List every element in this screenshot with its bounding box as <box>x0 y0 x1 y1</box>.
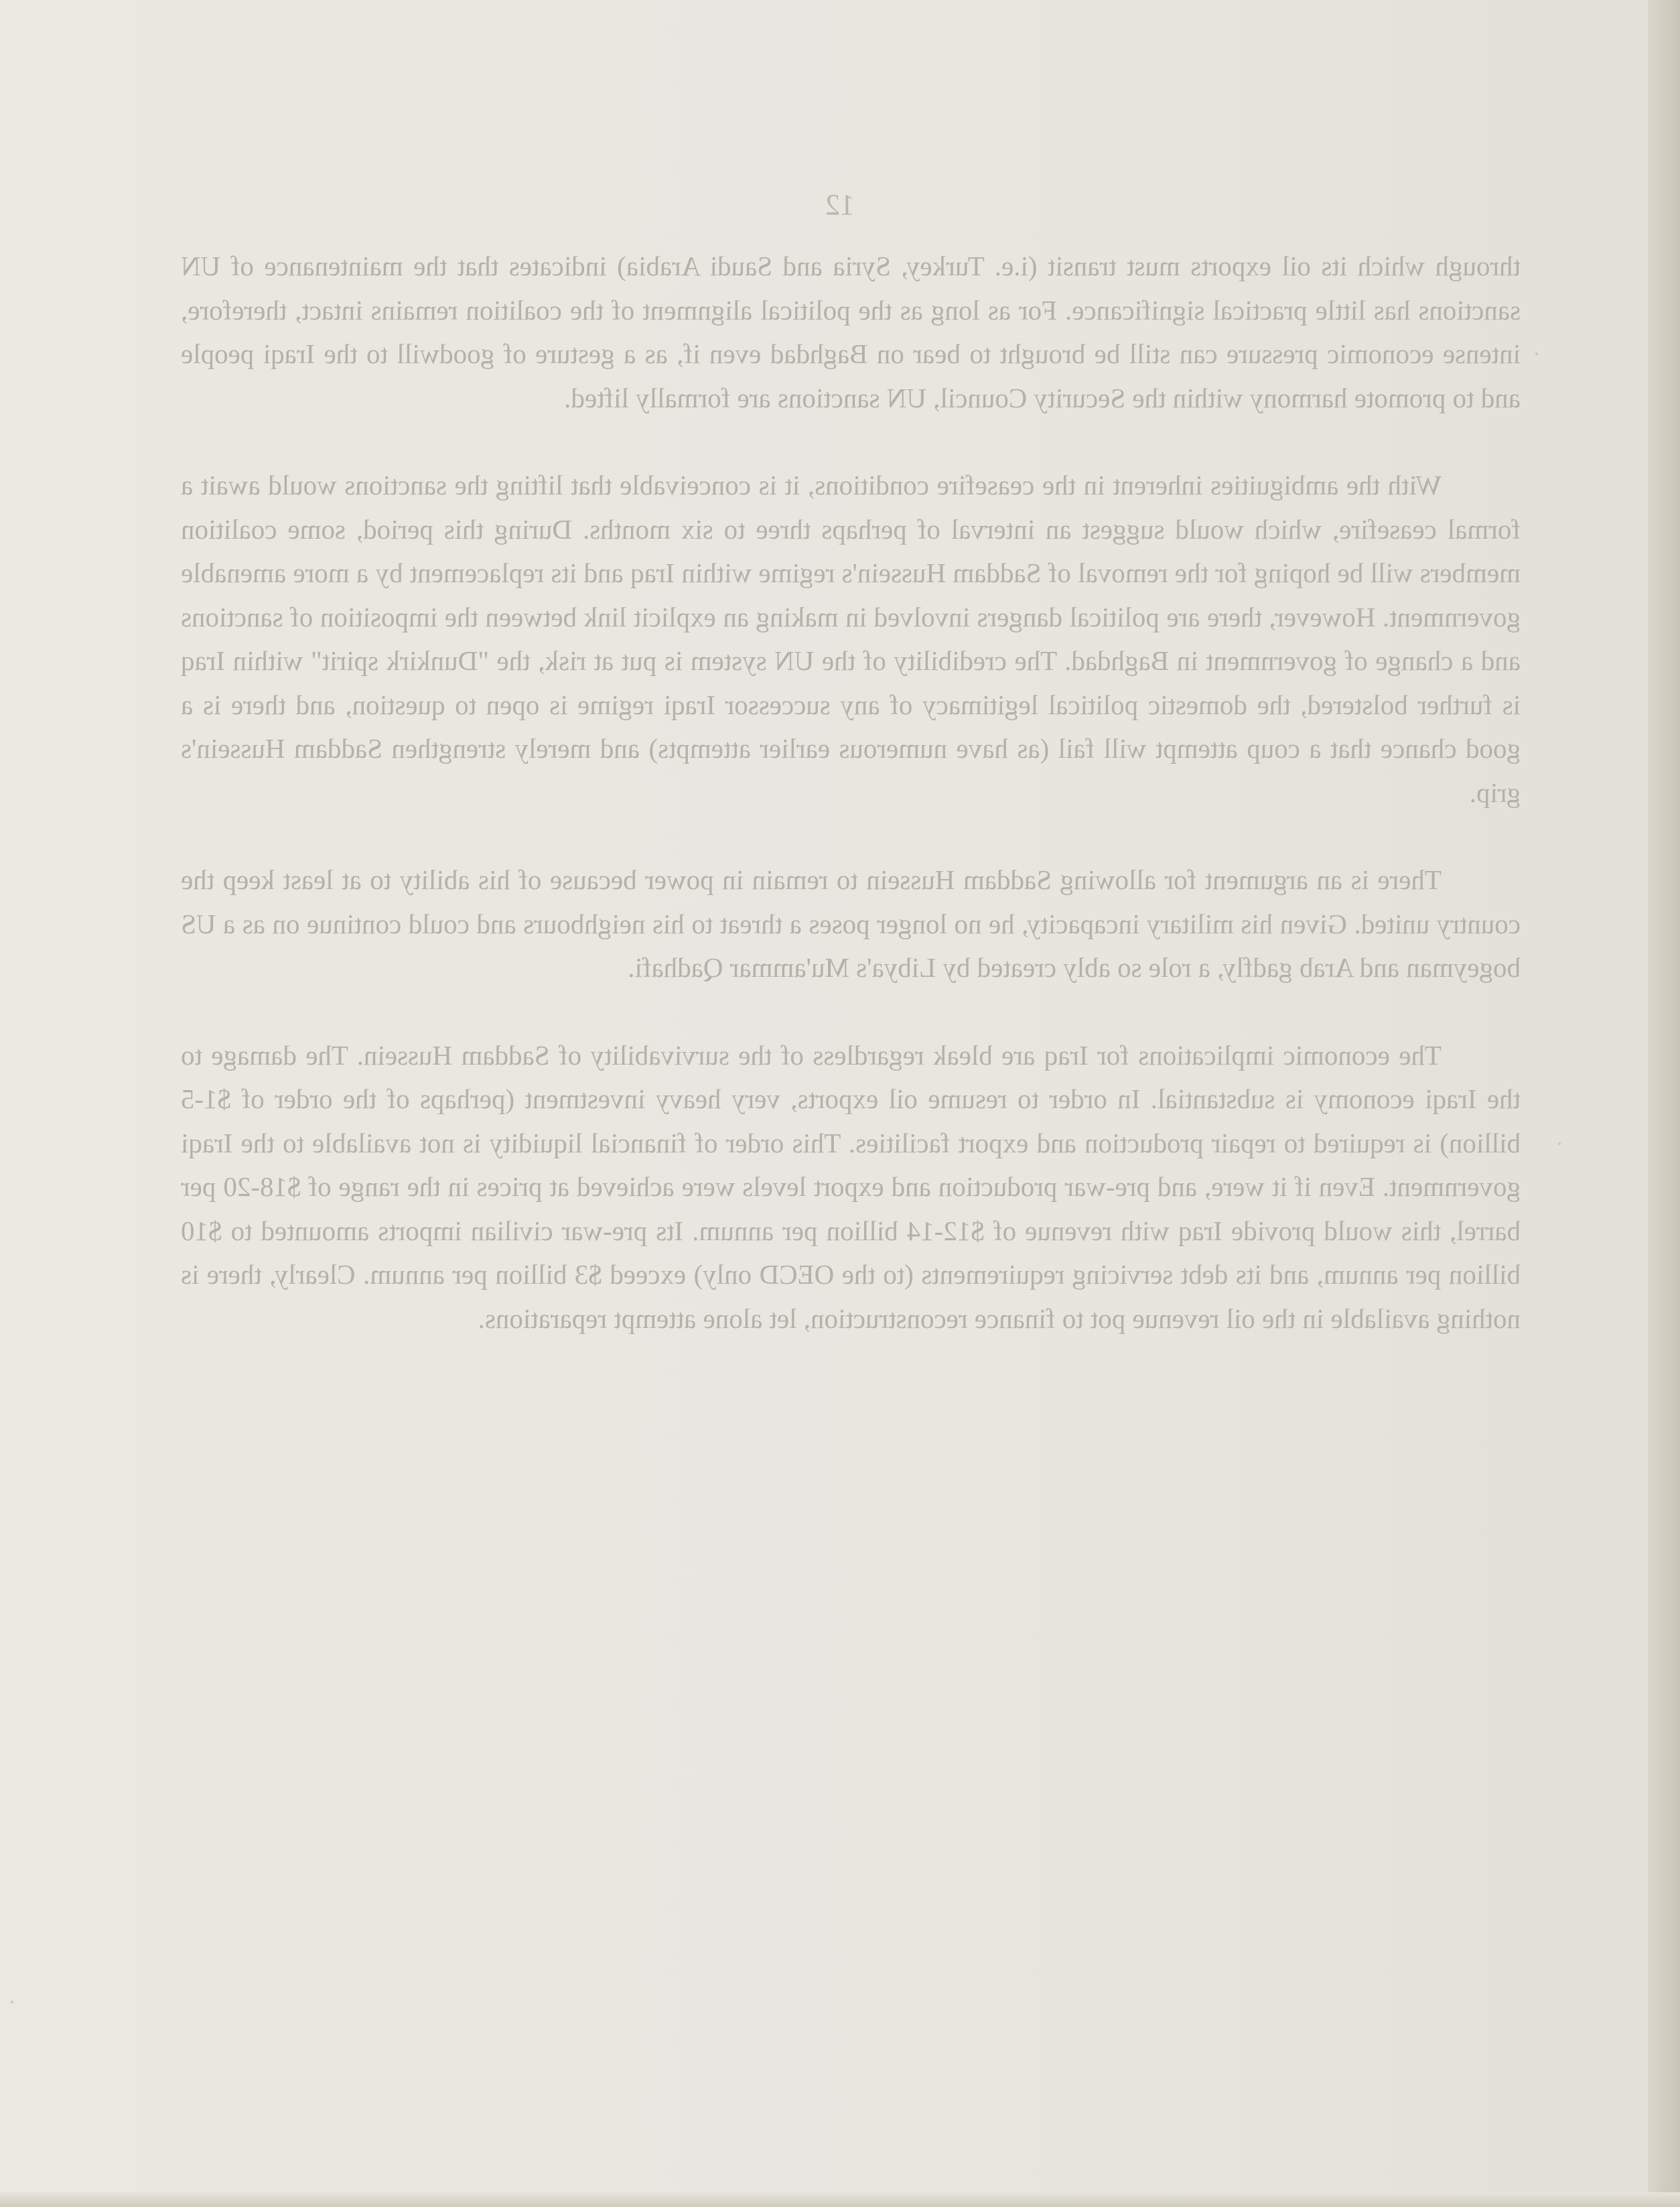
paragraph: through which its oil exports must transit (i.e. Turkey, Syria and Saudi Arabia) indicates that the maintenance of UN sanctions has little practical significance. For as long as the political alignment of the coalition remains intact, therefore, intense economic pressure can still be brought to bear on Baghdad even if, as a gesture of goodwill to the Iraqi people and to promote harmony within the Security Council, UN sanctions are formally lifted. <box>181 251 1521 413</box>
paragraph: The economic implications for Iraq are bleak regardless of the survivability of Saddam Hussein. The damage to the Iraqi economy is substantial. In order to resume oil exports, very heavy investment (perhaps of the order of $1-5 billion) is required to repair production and export facilities. This order of financial liquidity is not available to the Iraqi government. Even if it were, and pre-war production and export levels were achieved at prices in the range of $18-20 per barrel, this would provide Iraq with revenue of $12-14 billion per annum. Its pre-war civilian imports amounted to $10 billion per annum, and its debt servicing requirements (to the OECD only) exceed $3 billion per annum. Clearly, there is nothing available in the oil revenue pot to finance reconstruction, let alone attempt reparations. <box>181 1039 1521 1334</box>
paragraph: With the ambiguities inherent in the ceasefire conditions, it is conceivable that lifting the sanctions would await a formal ceasefire, which would suggest an interval of perhaps three to six months. During this period, some coalition members will be hoping for the removal of Saddam Hussein's regime within Iraq and its replacement by a more amenable government. However, there are political dangers involved in making an explicit link between the imposition of sanctions and a change of government in Baghdad. The credibility of the UN system is put at risk, the "Dunkirk spirit" within Iraq is further bolstered, the domestic political legitimacy of any successor Iraqi regime is open to question, and there is a good chance that a coup attempt will fail (as have numerous earlier attempts) and merely strengthen Saddam Hussein's grip. <box>181 470 1521 808</box>
document-body <box>181 245 1521 1384</box>
paragraph: There is an argument for allowing Saddam Hussein to remain in power because of his ability to at least keep the country united. Given his military incapacity, he no longer poses a threat to his neighbours and could continue on as a US bogeyman and Arab gadfly, a role so ably created by Libya's Mu'ammar Qadhafi. <box>181 864 1521 983</box>
page-number: 12 <box>825 188 855 221</box>
